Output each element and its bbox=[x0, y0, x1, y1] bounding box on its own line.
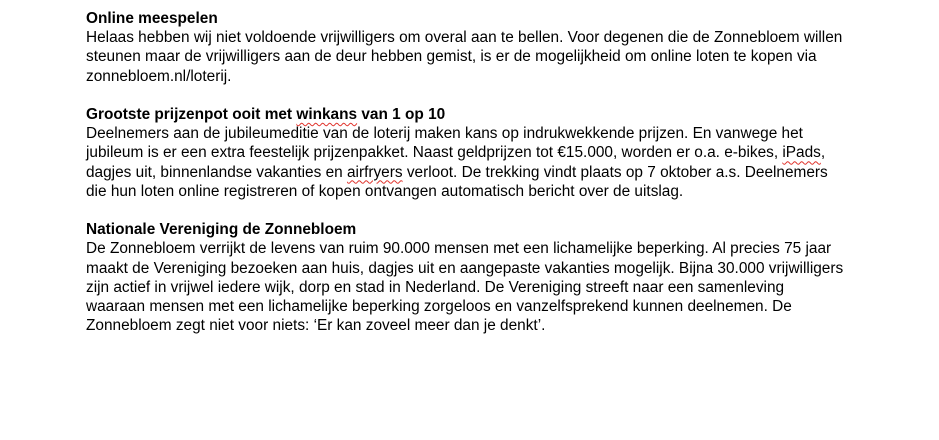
section-paragraph: Helaas hebben wij niet voldoende vrijwilligers om overal aan te bellen. Voor degenen die de Zonnebloem willen steunen maar de vrijwilligers aan de deur hebben gemist, is er de mogelijkheid om online loten te kopen via zonnebloem.nl/loterij. bbox=[86, 29, 843, 85]
paragraph-text: Deelnemers aan de jubileumeditie van de loterij maken kans op indrukwekkende prijzen. En vanwege het jubileum is er een extra feestelijk prijzenpakket. Naast geldprijzen tot €15.000, worden er o.a. e-bikes, bbox=[86, 125, 803, 162]
paragraph-text: , dagjes uit, binnenlandse vakanties en bbox=[86, 144, 826, 181]
section-vereniging bbox=[86, 220, 846, 335]
section-online-meespelen bbox=[86, 9, 846, 86]
section-heading: Nationale Vereniging de Zonnebloem bbox=[86, 221, 357, 239]
document-page bbox=[86, 9, 846, 355]
paragraph-text: verloot. De trekking vindt plaats op 7 oktober a.s. Deelnemers die hun loten online registreren of kopen ontvangen automatisch bericht over de uitslag. bbox=[86, 163, 828, 200]
spellcheck-word[interactable]: iPads bbox=[782, 144, 821, 162]
heading-text: van 1 op 10 bbox=[357, 106, 446, 123]
section-paragraph bbox=[86, 124, 846, 201]
spellcheck-word[interactable]: winkans bbox=[296, 106, 358, 123]
section-heading: Online meespelen bbox=[86, 10, 218, 27]
section-prijzenpot bbox=[86, 105, 846, 201]
section-heading bbox=[86, 105, 846, 124]
spellcheck-word[interactable]: airfryers bbox=[346, 163, 403, 181]
heading-text: Grootste prijzenpot ooit met bbox=[86, 106, 297, 123]
section-paragraph: De Zonnebloem verrijkt de levens van ruim 90.000 mensen met een lichamelijke beperking. Al precies 75 jaar maakt de Vereniging bezoeken aan huis, dagjes uit en aangepaste vakanties mogelijk. Bijna 30.000 vrijwilligers zijn actief in vrijwel iedere wijk, dorp en stad in Nederland. De Vereniging streeft naar een samenleving waaraan mensen met een lichamelijke beperking zorgeloos en vanzelfsprekend kunnen deelnemen. De Zonnebloem zegt niet voor niets: ‘Er kan zoveel meer dan je denkt’. bbox=[86, 240, 844, 335]
